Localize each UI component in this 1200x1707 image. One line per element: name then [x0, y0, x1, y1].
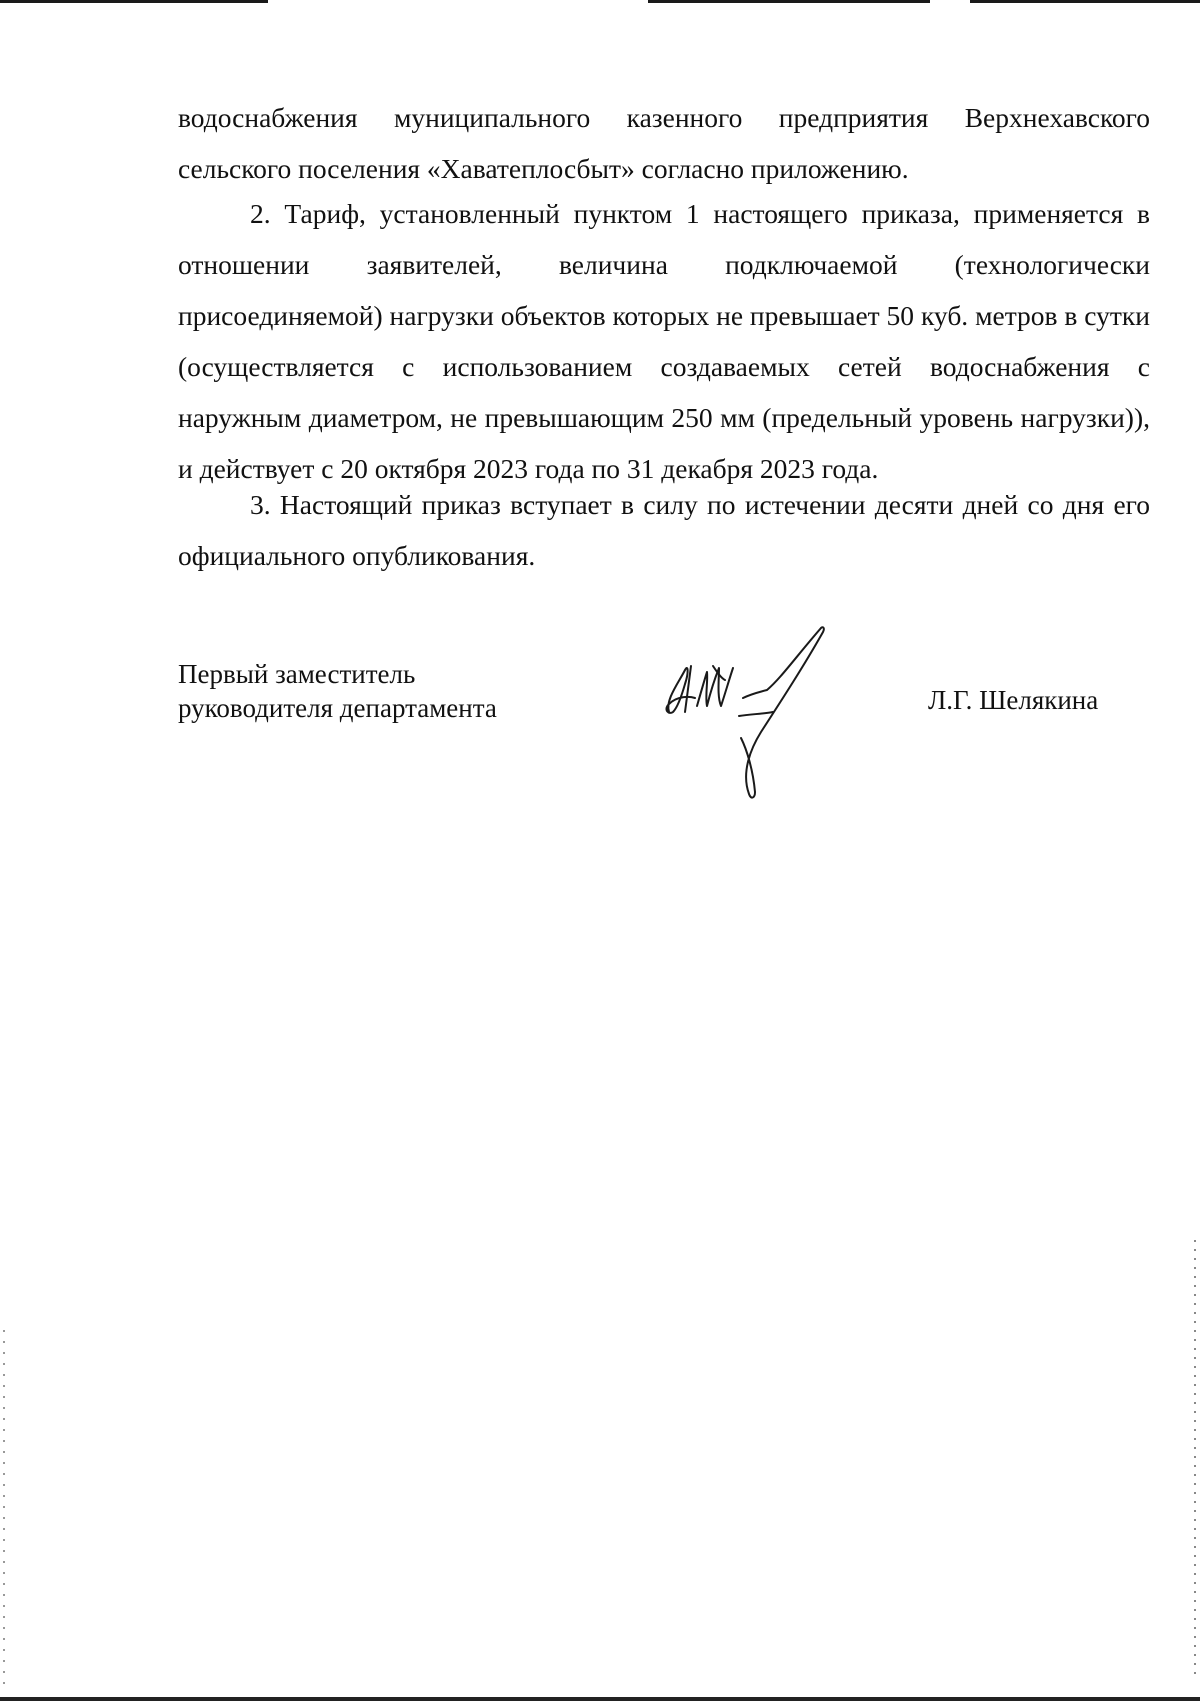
- handwritten-signature-icon: [655, 620, 835, 800]
- signer-position-line-1: Первый заместитель: [178, 659, 416, 689]
- scan-top-edge-gap: [930, 0, 970, 3]
- paragraph-effective-date: 3. Настоящий приказ вступает в силу по истечении десяти дней со дня его официального опубликования.: [178, 489, 1150, 571]
- scan-left-edge-noise: [3, 1330, 5, 1690]
- signer-position-line-2: руководителя департамента: [178, 693, 497, 723]
- scan-top-edge-gap: [268, 0, 648, 3]
- signer-name: Л.Г. Шелякина: [928, 685, 1099, 715]
- scan-bottom-edge: [0, 1697, 1200, 1701]
- paragraph-continuation: водоснабжения муниципального казенного предприятия Верхнехавского сельского поселения «Хаватеплосбыт» согласно приложению.: [178, 102, 1150, 184]
- scan-right-edge-noise: [1194, 1240, 1196, 1680]
- signer-position: [178, 657, 497, 725]
- paragraph-tariff-terms: 2. Тариф, установленный пунктом 1 настоящего приказа, применяется в отношении заявителей, величина подключаемой (технологически присоединяемой) нагрузки объектов которых не превышает 50 куб. метров в сутки (осуществляется с использованием создаваемых сетей водоснабжения с наружным диаметром, не превышающим 250 мм (предельный уровень нагрузки)), и действует с 20 октября 2023 года по 31 декабря 2023 года.: [178, 198, 1150, 484]
